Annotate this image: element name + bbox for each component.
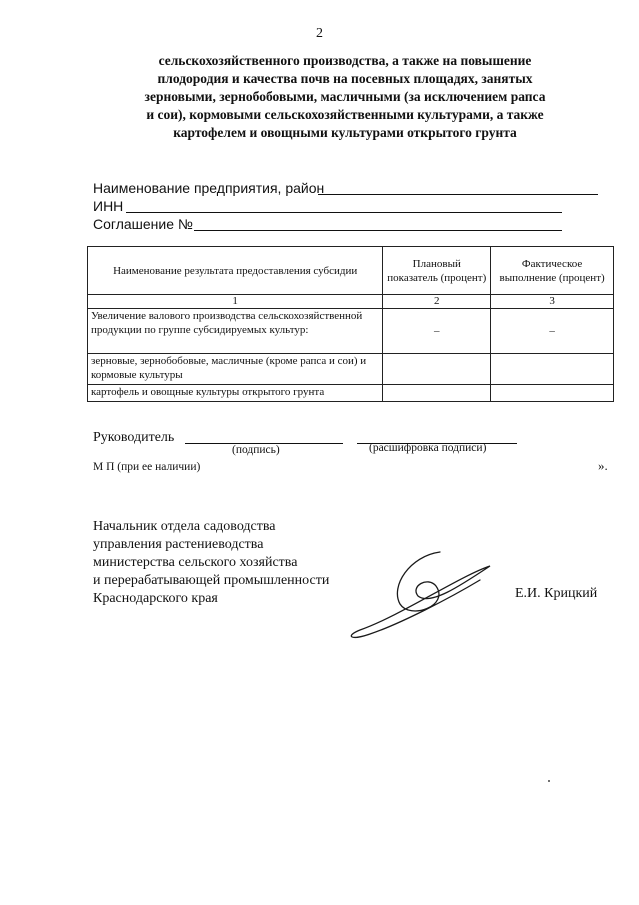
row-plan-value xyxy=(383,385,491,402)
title-line: зерновыми, зернобобовыми, масличными (за исключением рапса xyxy=(144,89,546,104)
official-title-line: Начальник отдела садоводства xyxy=(93,519,276,534)
agreement-label: Соглашение № xyxy=(93,216,193,232)
decoding-caption: (расшифровка подписи) xyxy=(369,442,487,454)
subsidy-results-table xyxy=(87,246,614,402)
document-title xyxy=(110,52,580,142)
official-title-line: управления растениеводства xyxy=(93,537,264,552)
header-result-name: Наименование результата предоставления субсидии xyxy=(88,247,383,295)
official-title-line: и перерабатывающей промышленности xyxy=(93,573,330,588)
table-column-numbers xyxy=(88,295,614,309)
official-title-line: Краснодарского края xyxy=(93,591,218,606)
row-label: картофель и овощные культуры открытого грунта xyxy=(88,385,383,402)
head-label: Руководитель xyxy=(93,430,175,445)
row-plan-value: – xyxy=(383,309,491,354)
table-row xyxy=(88,309,614,354)
title-line: плодородия и качества почв на посевных площадях, занятых xyxy=(157,71,533,86)
official-title-line: министерства сельского хозяйства xyxy=(93,555,298,570)
agreement-line xyxy=(194,230,562,231)
title-line: картофелем и овощными культурами открытого грунта xyxy=(173,125,517,140)
handwritten-signature xyxy=(340,546,500,641)
official-title xyxy=(93,518,329,608)
row-label: зерновые, зернобобовые, масличные (кроме рапса и сои) и кормовые культуры xyxy=(88,354,383,385)
row-plan-value xyxy=(383,354,491,385)
enterprise-line xyxy=(318,194,598,195)
signature-caption: (подпись) xyxy=(232,444,280,456)
inn-label: ИНН xyxy=(93,198,124,214)
row-fact-value xyxy=(491,385,614,402)
enterprise-label: Наименование предприятия, район xyxy=(93,180,325,196)
closing-quote: ». xyxy=(598,458,608,473)
table-header-row xyxy=(88,247,614,295)
column-number: 3 xyxy=(491,295,614,309)
column-number: 2 xyxy=(383,295,491,309)
column-number: 1 xyxy=(88,295,383,309)
title-line: и сои), кормовыми сельскохозяйственными культурами, а также xyxy=(146,107,544,122)
signer-name: Е.И. Крицкий xyxy=(515,586,598,601)
table-row xyxy=(88,385,614,402)
row-label: Увеличение валового производства сельскохозяйственной продукции по группе субсидируемых культур: xyxy=(88,309,383,354)
title-line: сельскохозяйственного производства, а также на повышение xyxy=(158,53,532,68)
stamp-note: М П (при ее наличии) xyxy=(93,461,201,473)
row-fact-value xyxy=(491,354,614,385)
page-number: 2 xyxy=(316,26,323,41)
table-row xyxy=(88,354,614,385)
header-actual: Фактическое выполнение (процент) xyxy=(491,247,614,295)
inn-line xyxy=(126,212,562,213)
scan-dot xyxy=(548,780,550,782)
row-fact-value: – xyxy=(491,309,614,354)
header-planned: Плановый показатель (процент) xyxy=(383,247,491,295)
